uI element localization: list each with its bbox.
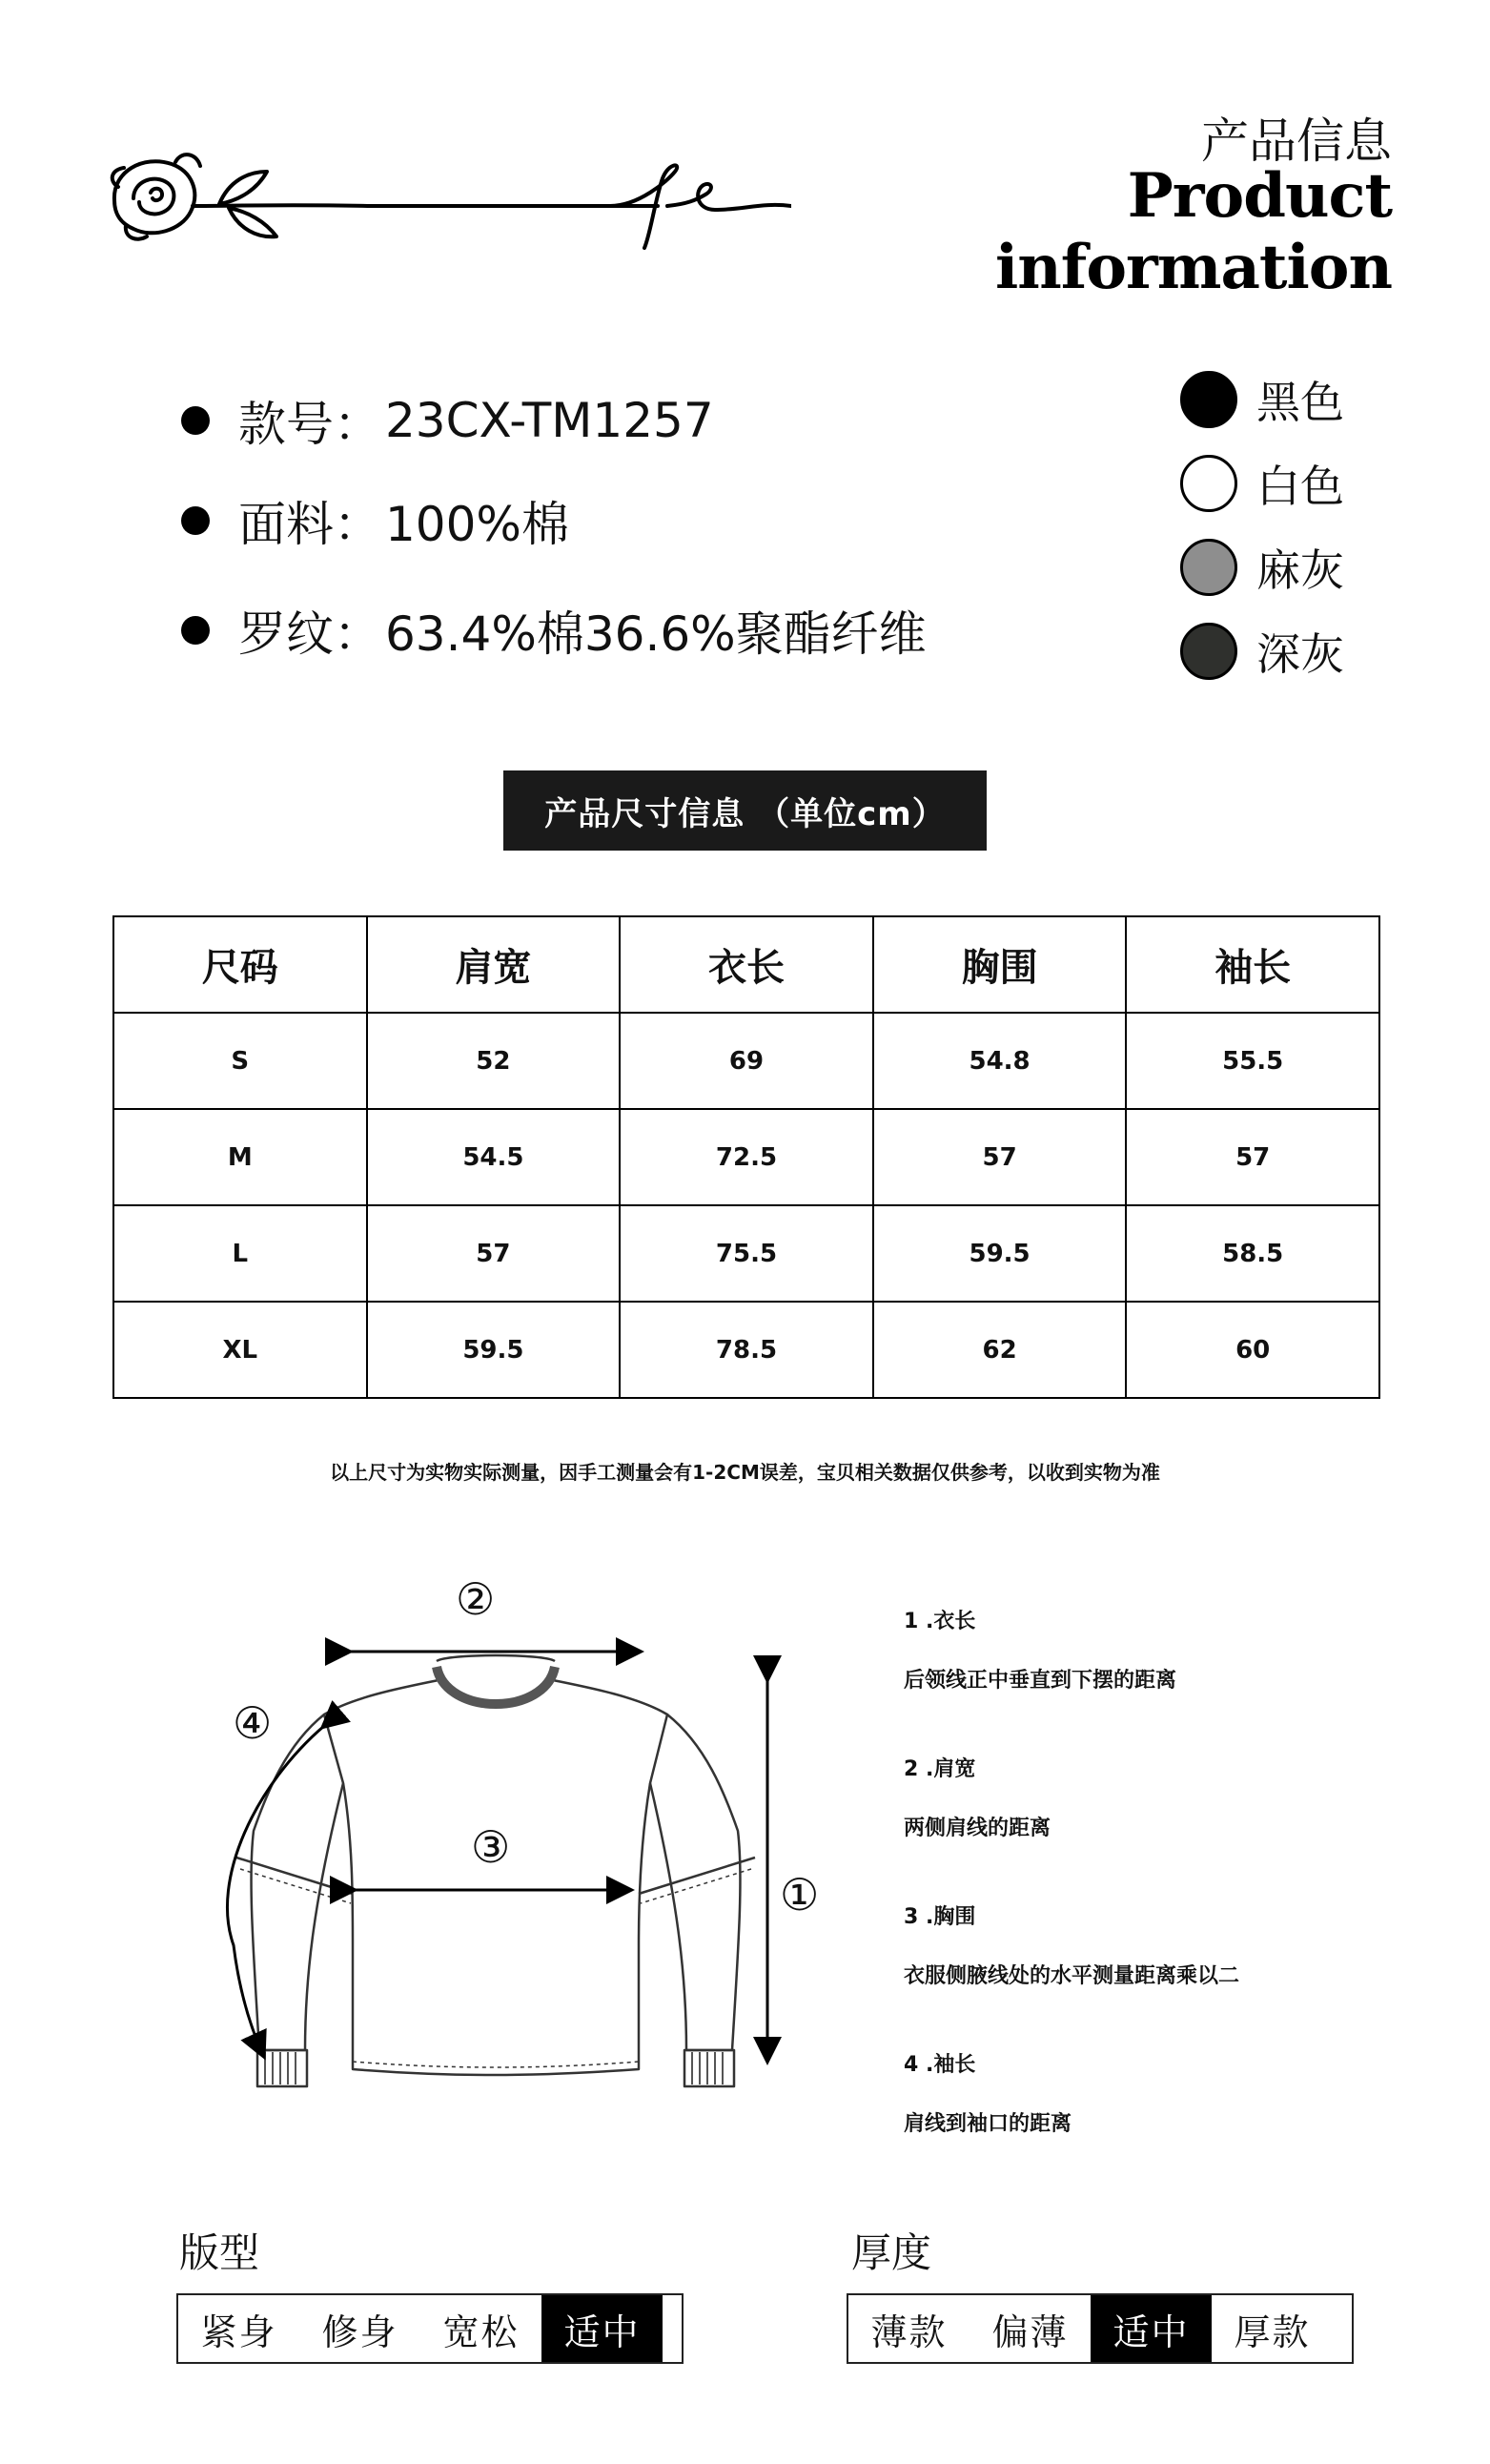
definition-desc: 两侧肩线的距离 xyxy=(904,1817,1051,1840)
col-header-size: 尺码 xyxy=(113,916,367,1013)
spec-value: 63.4%棉36.6%聚酯纤维 xyxy=(385,606,927,662)
bullet-icon xyxy=(181,406,210,435)
table-cell: 62 xyxy=(873,1302,1127,1398)
table-cell: 57 xyxy=(873,1109,1127,1205)
table-cell: L xyxy=(113,1205,367,1302)
table-cell: 57 xyxy=(1126,1109,1379,1205)
marker-chest: ③ xyxy=(471,1821,511,1873)
table-row xyxy=(113,1205,1379,1302)
definition-title: 1 .衣长 xyxy=(904,1610,976,1633)
table-cell: 58.5 xyxy=(1126,1205,1379,1302)
table-cell: 59.5 xyxy=(367,1302,621,1398)
fit-selector xyxy=(176,2293,684,2364)
table-cell: 54.5 xyxy=(367,1109,621,1205)
table-cell: 72.5 xyxy=(620,1109,873,1205)
spec-value: 100%棉 xyxy=(385,497,569,552)
color-swatch-icon xyxy=(1180,623,1237,680)
color-option-white[interactable] xyxy=(1180,452,1344,515)
fit-option-regular[interactable]: 适中 xyxy=(541,2295,663,2362)
color-name: 黑色 xyxy=(1256,377,1344,428)
color-name: 白色 xyxy=(1256,461,1344,512)
col-header-sleeve: 袖长 xyxy=(1126,916,1379,1013)
thickness-selector xyxy=(847,2293,1354,2364)
thickness-option-slightly-thin[interactable]: 偏薄 xyxy=(991,2310,1069,2353)
definition-title: 4 .袖长 xyxy=(904,2053,976,2077)
definition-title: 3 .胸围 xyxy=(904,1905,976,1929)
measurement-note: 以上尺寸为实物实际测量，因手工测量会有1-2CM误差，宝贝相关数据仅供参考，以收到实物为准 xyxy=(330,1461,1160,1484)
header-title-en: Product information xyxy=(994,160,1392,303)
color-swatch-icon xyxy=(1180,539,1237,596)
bullet-icon xyxy=(181,616,210,645)
color-option-heather-grey[interactable] xyxy=(1180,536,1344,599)
definition-desc: 后领线正中垂直到下摆的距离 xyxy=(904,1669,1177,1693)
table-header-row xyxy=(113,916,1379,1013)
color-swatch-icon xyxy=(1180,455,1237,512)
size-info-badge: 产品尺寸信息 （单位cm） xyxy=(503,770,987,851)
table-row xyxy=(113,1109,1379,1205)
rose-divider-icon xyxy=(105,143,791,267)
table-cell: XL xyxy=(113,1302,367,1398)
table-cell: 59.5 xyxy=(873,1205,1127,1302)
table-cell: 52 xyxy=(367,1013,621,1109)
marker-sleeve: ④ xyxy=(233,1697,273,1749)
fit-title: 版型 xyxy=(179,2229,260,2276)
header-title-cn: 产品信息 xyxy=(1201,113,1392,169)
color-option-dark-grey[interactable] xyxy=(1180,620,1344,683)
thickness-title: 厚度 xyxy=(851,2229,932,2276)
definition-desc: 衣服侧腋线处的水平测量距离乘以二 xyxy=(904,1964,1240,1988)
col-header-shoulder: 肩宽 xyxy=(367,916,621,1013)
table-cell: 75.5 xyxy=(620,1205,873,1302)
fit-option-slim[interactable]: 修身 xyxy=(321,2310,398,2353)
color-swatch-icon xyxy=(1180,371,1237,428)
bullet-icon xyxy=(181,506,210,535)
color-name: 深灰 xyxy=(1256,628,1344,680)
spec-row-fabric xyxy=(181,486,569,555)
spec-value: 23CX-TM1257 xyxy=(385,393,714,448)
table-cell: 78.5 xyxy=(620,1302,873,1398)
thickness-option-thick[interactable]: 厚款 xyxy=(1234,2310,1311,2353)
col-header-chest: 胸围 xyxy=(873,916,1127,1013)
color-option-black[interactable] xyxy=(1180,368,1344,431)
table-cell: 69 xyxy=(620,1013,873,1109)
spec-row-rib xyxy=(181,596,927,665)
spec-key: 面料： xyxy=(238,497,381,552)
table-cell: 55.5 xyxy=(1126,1013,1379,1109)
definition-desc: 肩线到袖口的距离 xyxy=(904,2112,1072,2136)
table-cell: M xyxy=(113,1109,367,1205)
spec-key: 款号： xyxy=(238,397,381,452)
garment-measurement-diagram xyxy=(210,1554,858,2098)
definition-title: 2 .肩宽 xyxy=(904,1757,976,1781)
table-cell: 60 xyxy=(1126,1302,1379,1398)
table-row xyxy=(113,1013,1379,1109)
col-header-length: 衣长 xyxy=(620,916,873,1013)
size-table xyxy=(112,915,1380,1399)
table-cell: 57 xyxy=(367,1205,621,1302)
spec-key: 罗纹： xyxy=(238,606,381,662)
thickness-option-thin[interactable]: 薄款 xyxy=(870,2310,948,2353)
thickness-option-medium[interactable]: 适中 xyxy=(1091,2295,1212,2362)
table-row xyxy=(113,1302,1379,1398)
table-cell: S xyxy=(113,1013,367,1109)
fit-option-tight[interactable]: 紧身 xyxy=(200,2310,277,2353)
spec-row-style-number xyxy=(181,386,714,455)
fit-option-loose[interactable]: 宽松 xyxy=(442,2310,520,2353)
marker-shoulder: ② xyxy=(456,1573,496,1625)
marker-length: ① xyxy=(780,1869,820,1920)
table-cell: 54.8 xyxy=(873,1013,1127,1109)
color-name: 麻灰 xyxy=(1256,544,1344,596)
